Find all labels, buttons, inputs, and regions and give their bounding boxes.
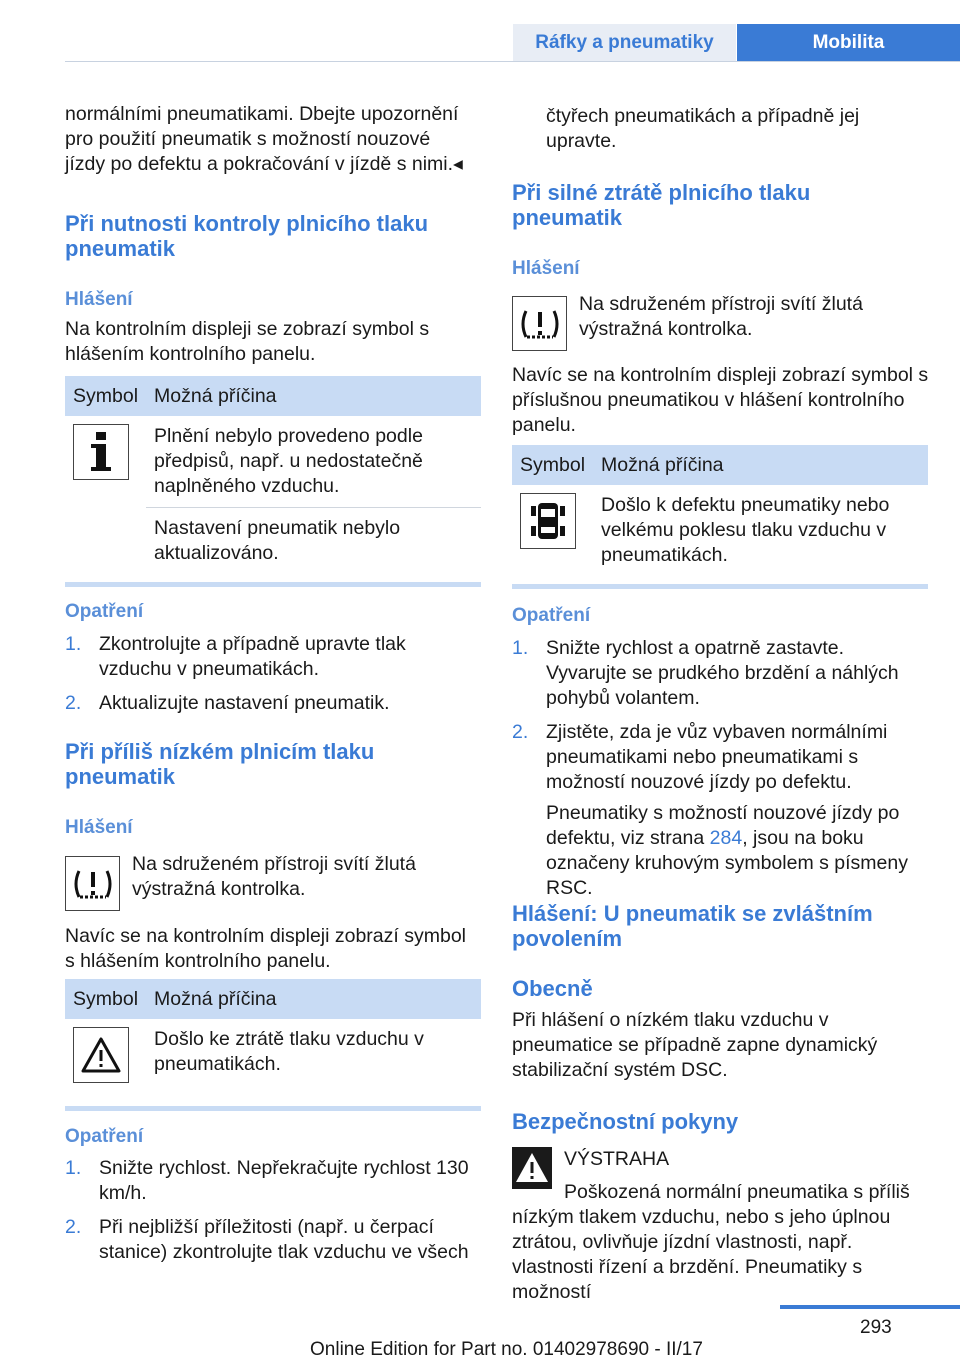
tire-pressure-warning-icon [512,296,567,351]
list-item: 2. Při nejbližší příležitosti (např. u čerpací stanice) zkontrolujte tlak vzduchu ve všech [65,1216,469,1263]
general-text: Při hlášení o nízkém tlaku vzduchu v pneumatice se případně zapne dynamický stabilizační systém DSC. [512,1009,878,1081]
car-flat-tire-icon [520,493,576,549]
page-link[interactable]: 284 [709,827,743,849]
table-cell-cause: Plnění nebylo provedeno podle předpisů, např. u nedostatečně naplněného vzduchu. [154,425,423,497]
measures-list [512,636,927,804]
list-item: 1. Zkontrolujte a případně upravte tlak vzduchu v pneumatikách. [65,633,406,680]
message-heading: Hlášení [65,817,133,838]
symbol-table-2 [65,979,481,1111]
warning-label: VÝSTRAHA [564,1148,670,1170]
table-cell-cause: Došlo k defektu pneumatiky nebo velkému poklesu tlaku vzduchu v pneumatikách. [601,494,890,566]
section-title-low-pressure: Při příliš nízkém plnicím tlaku pneumatik [65,739,375,789]
table-divider [512,584,928,589]
footer-edition: Online Edition for Part no. 01402978690 - II/17 [310,1339,703,1360]
table-header-symbol: Symbol [512,445,593,485]
header-divider [65,61,960,62]
message-text: Na kontrolním displeji se zobrazí symbol s hlášením kontrolního panelu. [65,318,430,365]
symbol-table-1 [65,376,481,587]
table-divider [65,582,481,587]
warning-triangle-icon [73,1027,129,1083]
warning-lamp-text: Na sdruženém přístroji svítí žlutá výstražná kontrolka. [132,853,416,900]
table-divider [65,1106,481,1111]
page-header [0,0,960,62]
measures-heading: Opatření [512,605,591,626]
table-header-cause: Možná příčina [593,445,928,485]
table-header-symbol: Symbol [65,376,146,416]
safety-heading: Bezpečnostní pokyny [512,1109,739,1134]
warning-triangle-icon [512,1147,552,1189]
section-title-heavy-loss: Při silné ztrátě plnicího tlaku pneumatik [512,180,811,230]
warning-text: nízkým tlakem vzduchu, nebo s jeho úplnou ztrátou, ovlivňuje jízdní vlastnosti, např. vlastnosti řízení a brzdění. Pneumatiky s možností [512,1206,891,1303]
message-heading: Hlášení [512,258,580,279]
warning-lamp-text: Na sdruženém přístroji svítí žlutá výstražná kontrolka. [579,293,863,340]
table-header-cause: Možná příčina [146,376,481,416]
table-cell-cause: Nastavení pneumatik nebylo aktualizováno. [146,508,481,575]
header-chapter-tab[interactable]: Mobilita [737,24,960,61]
list-item: 1. Snižte rychlost a opatrně zastavte. Vyvarujte se prudkého brzdění a náhlých pohybů volantem. [512,637,899,709]
measures-list [65,1156,480,1274]
general-heading: Obecně [512,976,593,1001]
header-section-tab[interactable]: Ráfky a pneumatiky [513,24,736,61]
message-text: Navíc se na kontrolním displeji zobrazí symbol s hlášením kontrolního panelu. [65,925,466,972]
message-heading: Hlášení [65,289,133,310]
continued-text: čtyřech pneumatikách a případně jej upravte. [546,105,860,152]
rsc-note: Pneumatiky s možností nouzové jízdy po defektu, viz strana 284, jsou na boku označeny kruhovým symbolem s písmeny RSC. [546,802,908,899]
info-icon [73,424,129,480]
section-title-check-pressure: Při nutnosti kontroly plnicího tlaku pneumatik [65,211,429,261]
table-header-symbol: Symbol [65,979,146,1019]
table-cell-cause: Došlo ke ztrátě tlaku vzduchu v pneumatikách. [154,1028,424,1075]
measures-list [65,632,480,725]
section-title-special-tires: Hlášení: U pneumatik se zvláštním povolením [512,901,873,951]
footer-accent-line [780,1305,960,1309]
list-item: 2. Aktualizujte nastavení pneumatik. [65,692,390,714]
warning-text-first-line: Poškozená normální pneumatika s příliš [564,1181,910,1203]
intro-paragraph: normálními pneumatikami. Dbejte upozornění pro použití pneumatik s možností nouzové jízdy po defektu a pokračování v jízdě s nimi.◂ [65,103,463,175]
tire-pressure-warning-icon [65,856,120,911]
symbol-table-3 [512,445,928,589]
table-header-cause: Možná příčina [146,979,481,1019]
list-item: 2. Zjistěte, zda je vůz vybaven normálními pneumatikami nebo pneumatikami s možností nouzové jízdy po defektu. [512,721,888,793]
message-text: Navíc se na kontrolním displeji zobrazí symbol s příslušnou pneumatikou v hlášení kontrolního panelu. [512,364,929,436]
measures-heading: Opatření [65,601,144,622]
measures-heading: Opatření [65,1126,144,1147]
page-number: 293 [860,1317,892,1338]
list-item: 1. Snižte rychlost. Nepřekračujte rychlost 130 km/h. [65,1157,469,1204]
